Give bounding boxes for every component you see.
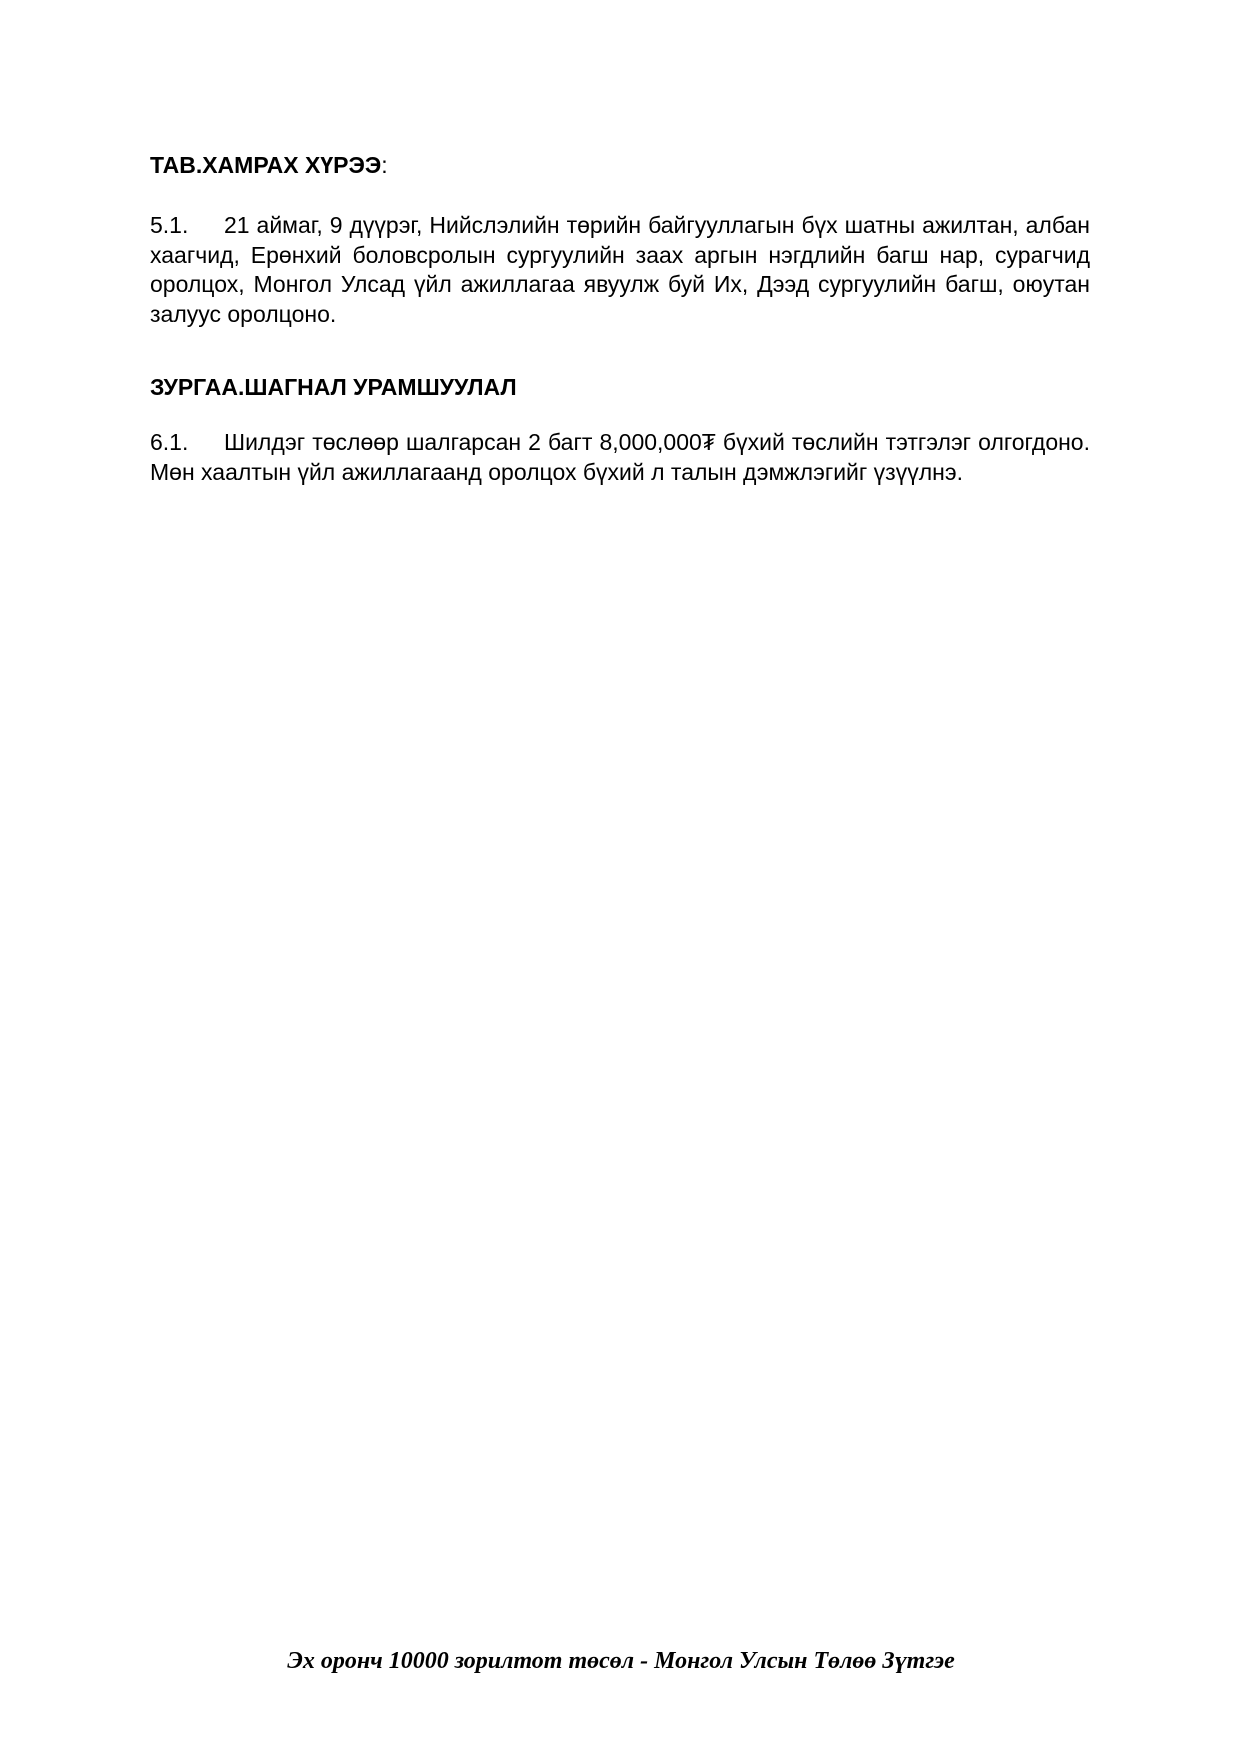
page-footer: Эх оронч 10000 зорилтот төсөл - Монгол Улсын Төлөө Зүтгэе: [287, 1648, 955, 1674]
section-5-heading-colon: :: [381, 152, 388, 178]
section-5-heading-text: ТАВ.ХАМРАХ ХҮРЭЭ: [150, 152, 382, 178]
section-5-heading: [150, 151, 388, 179]
paragraph-text: Шилдэг төслөөр шалгарсан 2 багт 8,000,000₮ бүхий төслийн тэтгэлэг олгогдоно. Мөн хаалтын үйл ажиллагаанд оролцох бүхий л талын дэмжлэгийг үзүүлнэ.: [150, 429, 1090, 485]
paragraph-number: 6.1.: [150, 429, 189, 455]
paragraph-text: 21 аймаг, 9 дүүрэг, Нийслэлийн төрийн байгууллагын бүх шатны ажилтан, албан хаагчид, Ерөнхий боловсролын сургуулийн заах аргын нэгдлийн багш нар, сурагчид оролцох, Монгол Улсад үйл ажиллагаа явуулж буй Их, Дээд сургуулийн багш, оюутан залуус оролцоно.: [150, 212, 1090, 327]
paragraph-number: 5.1.: [150, 212, 189, 238]
paragraph-6-1: [150, 428, 1090, 487]
paragraph-5-1: [150, 211, 1090, 329]
section-6-heading: ЗУРГАА.ШАГНАЛ УРАМШУУЛАЛ: [150, 374, 517, 400]
